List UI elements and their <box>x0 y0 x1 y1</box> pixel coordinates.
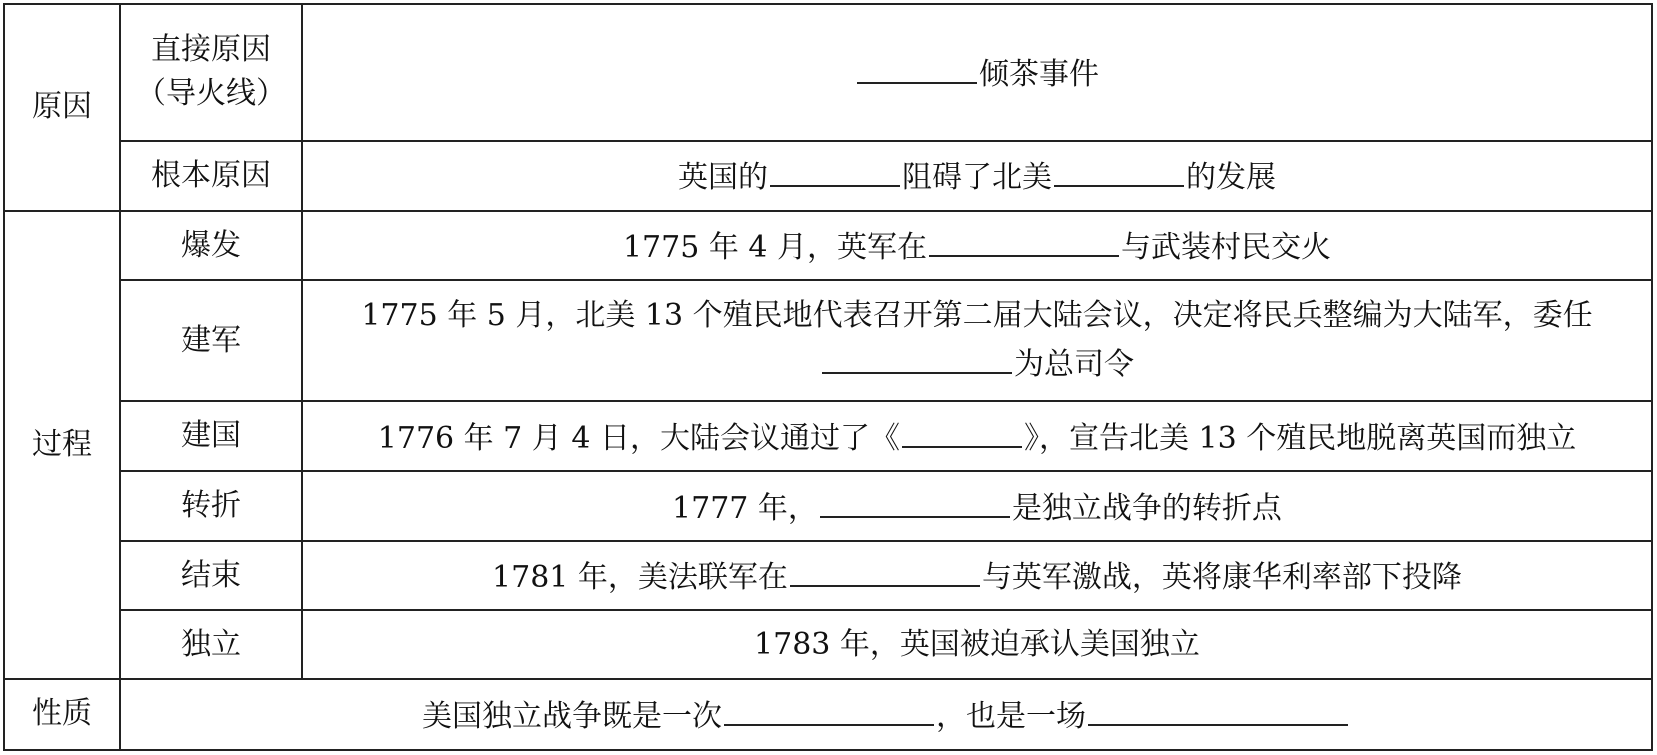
blank-direct-cause[interactable] <box>857 48 977 84</box>
text-root-part2: 阻碍了北美 <box>902 160 1052 196</box>
blank-end[interactable] <box>790 551 980 587</box>
blank-root-2[interactable] <box>1054 151 1184 187</box>
blank-nature-1[interactable] <box>724 690 934 726</box>
text-root-part3: 的发展 <box>1186 160 1276 196</box>
label-independence: 独立 <box>120 610 302 679</box>
row-army <box>4 280 1652 401</box>
text-nature-part2: ，也是一场 <box>936 698 1086 734</box>
text-turning-part1: 1777 年， <box>672 490 818 526</box>
text-outbreak-part2: 与武装村民交火 <box>1121 230 1332 265</box>
worksheet-table <box>3 3 1653 751</box>
label-direct-cause <box>120 4 302 141</box>
text-turning-part2: 是独立战争的转折点 <box>1011 490 1282 526</box>
text-outbreak-part1: 1775 年 4 月，英军在 <box>622 230 928 265</box>
text-end-part1: 1781 年，美法联军在 <box>492 560 788 596</box>
text-end-part2: 与英军激战，英将康华利率部下投降 <box>981 560 1462 596</box>
text-army-part2: 为总司令 <box>1014 347 1134 383</box>
content-end <box>302 541 1652 610</box>
row-direct-cause <box>4 4 1652 141</box>
content-founding <box>302 401 1652 471</box>
text-founding-part1: 1776 年 7 月 4 日，大陆会议通过了《 <box>377 420 900 456</box>
text-army-line1: 1775 年 5 月，北美 13 个殖民地代表召开第二届大陆会议，决定将民兵整编为大陆军，委任 <box>361 298 1593 334</box>
row-end <box>4 541 1652 610</box>
category-process: 过程 <box>4 211 120 679</box>
blank-nature-2[interactable] <box>1088 690 1348 726</box>
text-nature-part1: 美国独立战争既是一次 <box>422 698 722 734</box>
label-root-cause: 根本原因 <box>120 141 302 211</box>
row-turning <box>4 471 1652 541</box>
category-nature: 性质 <box>4 679 120 750</box>
category-cause: 原因 <box>4 4 120 211</box>
blank-outbreak[interactable] <box>929 221 1119 257</box>
row-nature <box>4 679 1652 750</box>
blank-turning[interactable] <box>820 482 1010 518</box>
row-independence <box>4 610 1652 679</box>
label-outbreak: 爆发 <box>120 211 302 281</box>
label-turning: 转折 <box>120 471 302 541</box>
text-founding-part2: 》，宣告北美 13 个殖民地脱离英国而独立 <box>1023 420 1577 456</box>
blank-founding[interactable] <box>902 412 1022 448</box>
blank-army[interactable] <box>822 338 1012 374</box>
label-direct-cause-line1: 直接原因 <box>151 32 271 68</box>
content-outbreak <box>302 211 1652 281</box>
content-root-cause <box>302 141 1652 211</box>
label-end: 结束 <box>120 541 302 610</box>
content-turning <box>302 471 1652 541</box>
label-founding: 建国 <box>120 401 302 471</box>
content-army <box>302 280 1652 401</box>
content-direct-cause <box>302 4 1652 141</box>
row-root-cause <box>4 141 1652 211</box>
row-founding <box>4 401 1652 471</box>
content-nature <box>120 679 1652 750</box>
label-army: 建军 <box>120 280 302 401</box>
blank-root-1[interactable] <box>770 151 900 187</box>
text-root-part1: 英国的 <box>678 160 768 196</box>
row-outbreak <box>4 211 1652 281</box>
label-direct-cause-line2: （导火线） <box>136 76 286 112</box>
text-tea-party: 倾茶事件 <box>979 56 1099 92</box>
content-independence: 1783 年，英国被迫承认美国独立 <box>302 610 1652 679</box>
